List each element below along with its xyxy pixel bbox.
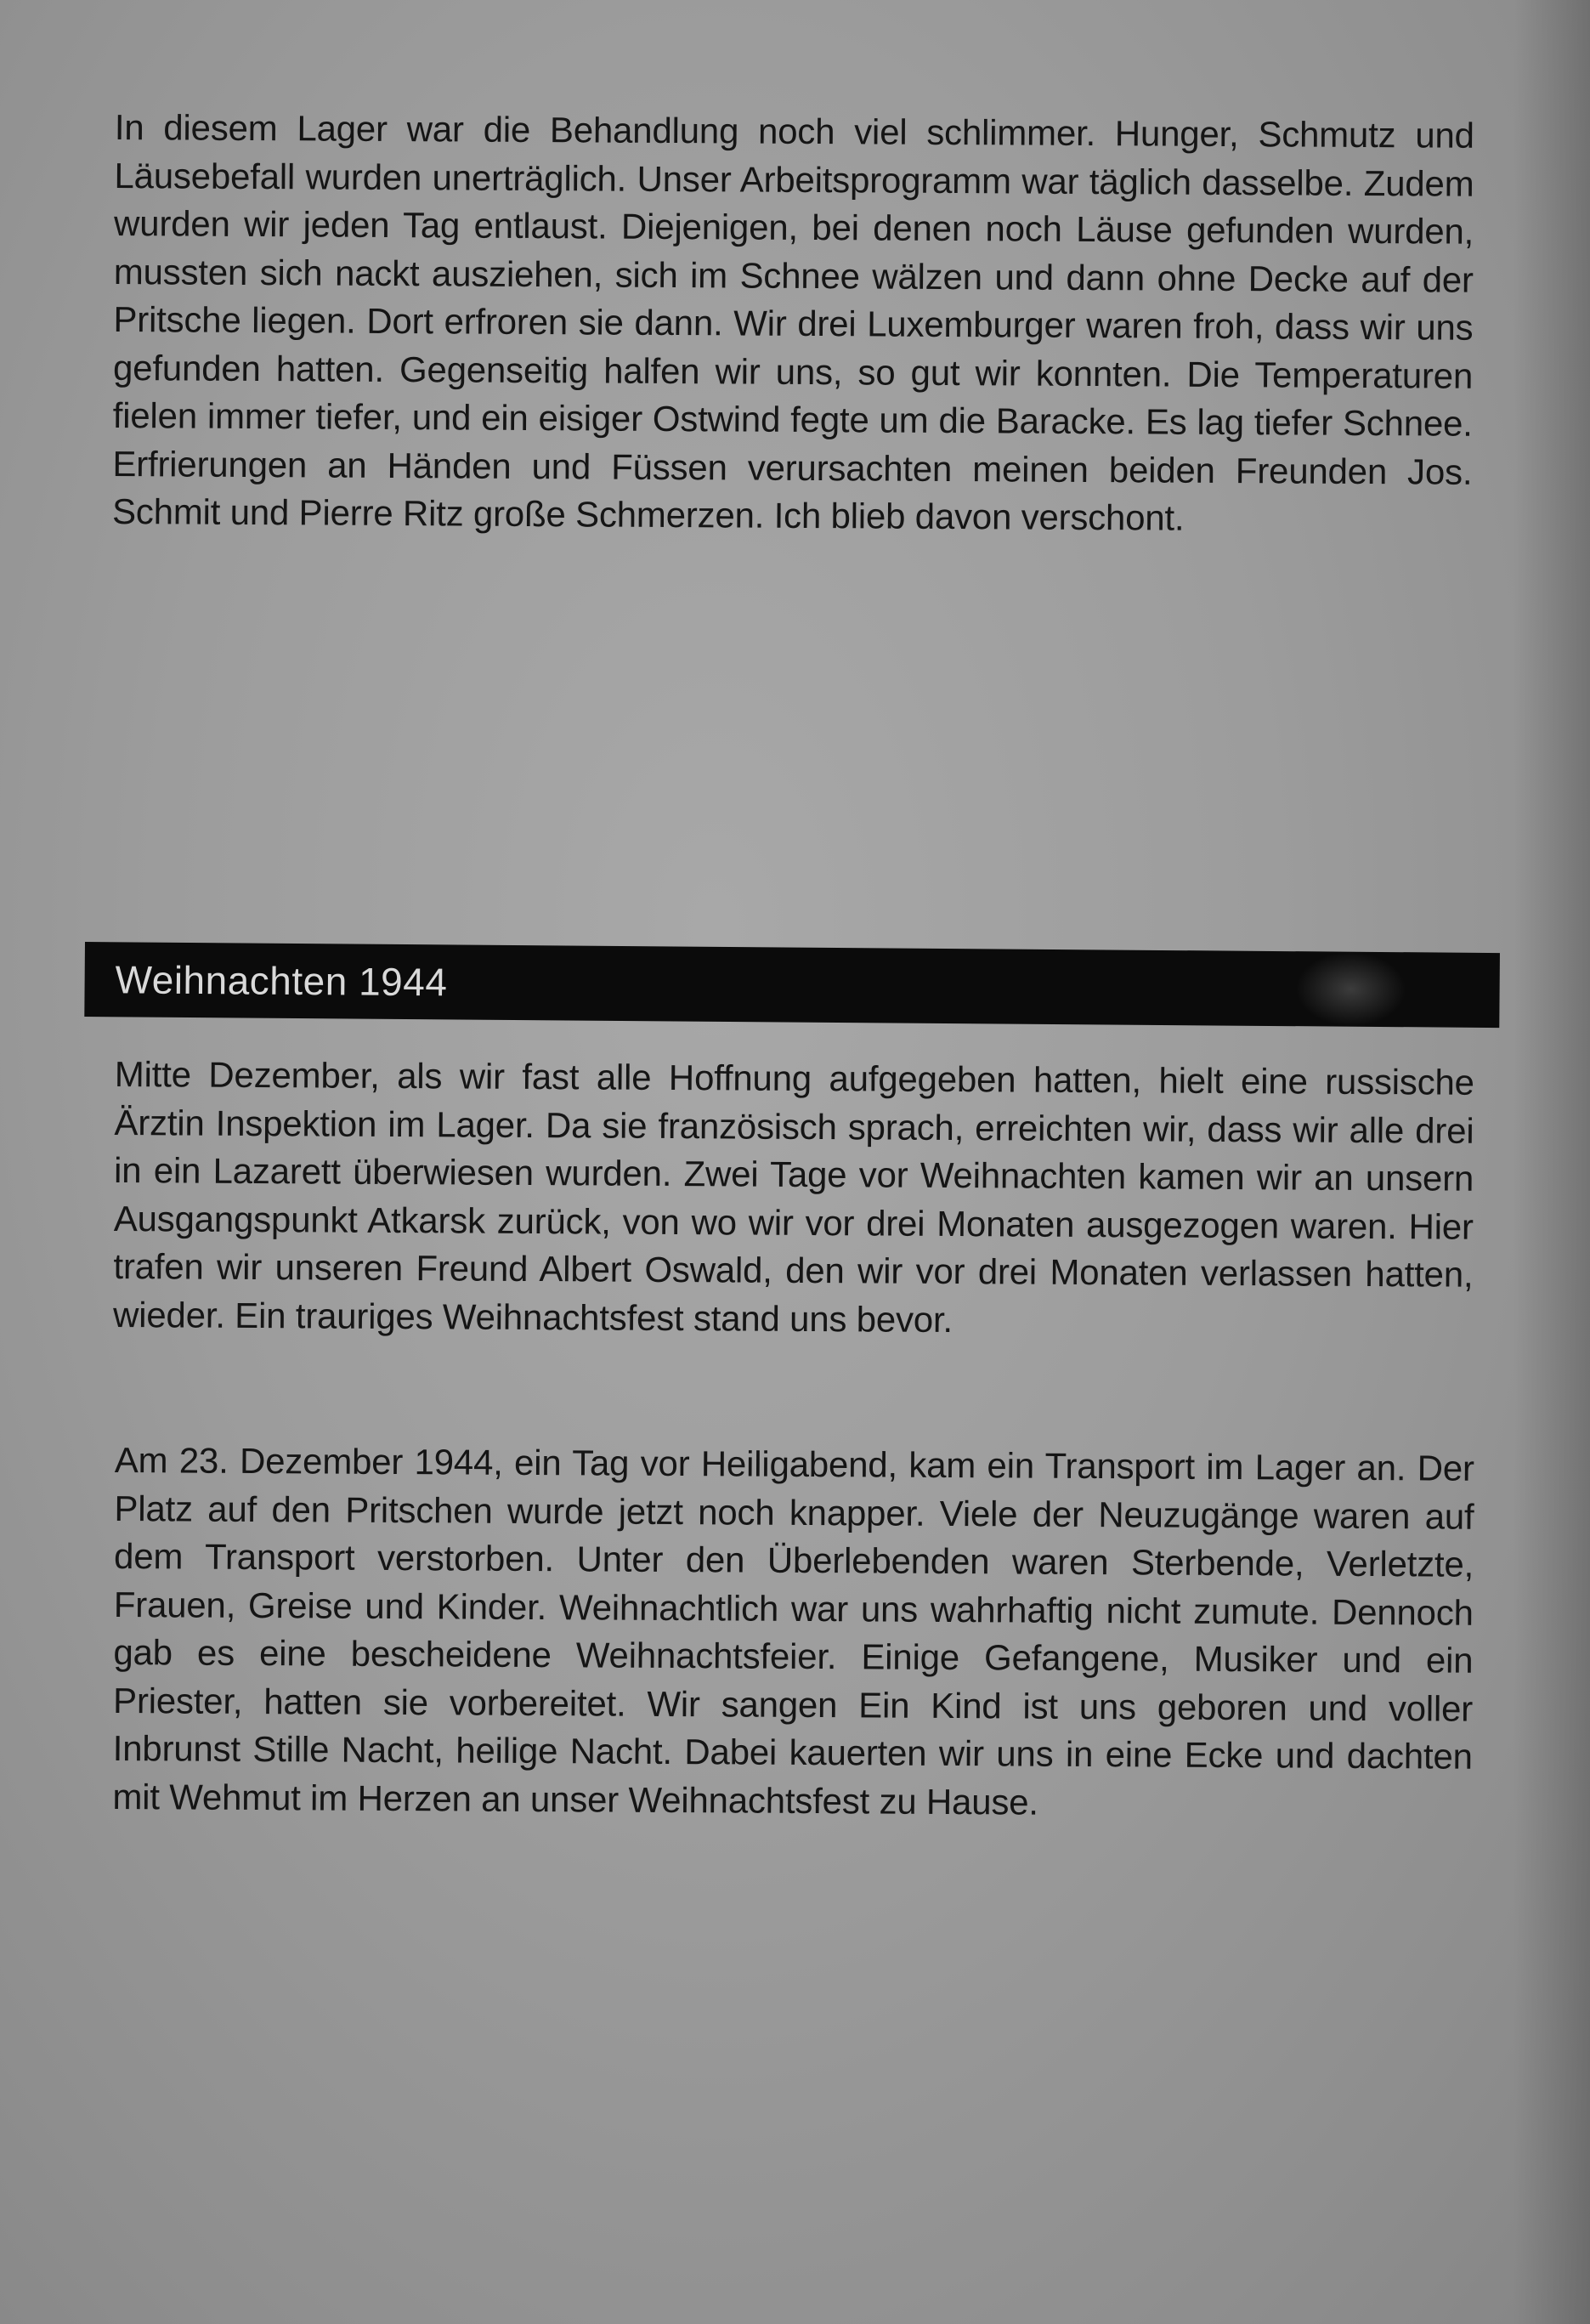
paragraph-mitte-dezember: Mitte Dezember, als wir fast alle Hoffnung aufgegeben hatten, hielt eine russische Ärztin Inspektion im Lager. Da sie französisch sprach, erreichten wir, dass wir alle drei in ein Lazarett überwiesen wurden. Zwei Tage vor Weihnachten kamen wir an unsern Ausgangspunkt Atkarsk zurück, von wo wir vor drei Monaten ausgezogen waren. Hier trafen wir unseren Freund Albert Oswald, den wir vor drei Monaten verlassen hatten, wieder. Ein trauriges Weihnachtsfest stand uns bevor.: [112, 1053, 1474, 1340]
section-heading-bar: [84, 942, 1500, 1028]
section-heading: Weihnachten 1944: [115, 957, 448, 1005]
paragraph-23-dezember: Am 23. Dezember 1944, ein Tag vor Heiligabend, kam ein Transport im Lager an. Der Platz auf den Pritschen wurde jetzt noch knapper. Viele der Neuzugänge waren auf dem Transport verstorben. Unter den Überlebenden waren Sterbende, Verletzte, Frauen, Greise und Kinder. Weihnachtlich war uns wahrhaftig nicht zumute. Dennoch gab es eine bescheidene Weihnachtsfeier. Einige Gefangene, Musiker und ein Priester, hatten sie vorbereitet. Wir sangen Ein Kind ist uns geboren und voller Inbrunst Stille Nacht, heilige Nacht. Dabei kauerten wir uns in eine Ecke und dachten mit Wehmut im Herzen an unser Weihnachtsfest zu Hause.: [112, 1439, 1474, 1822]
paragraph-lager-conditions: In diesem Lager war die Behandlung noch viel schlimmer. Hunger, Schmutz und Läusebefall wurden unerträglich. Unser Arbeitsprogramm war täglich dasselbe. Zudem wurden wir jeden Tag entlaust. Diejenigen, bei denen noch Läuse gefunden wurden, mussten sich nackt ausziehen, sich im Schnee wälzen und dann ohne Decke auf der Pritsche liegen. Dort erfroren sie dann. Wir drei Luxemburger waren froh, dass wir uns gefunden hatten. Gegenseitig halfen wir uns, so gut wir konnten. Die Temperaturen fielen immer tiefer, und ein eisiger Ostwind fegte um die Baracke. Es lag tiefer Schnee. Erfrierungen an Händen und Füssen verursachten meinen beiden Freunden Jos. Schmit und Pierre Ritz große Schmerzen. Ich blieb davon verschont.: [111, 106, 1474, 538]
